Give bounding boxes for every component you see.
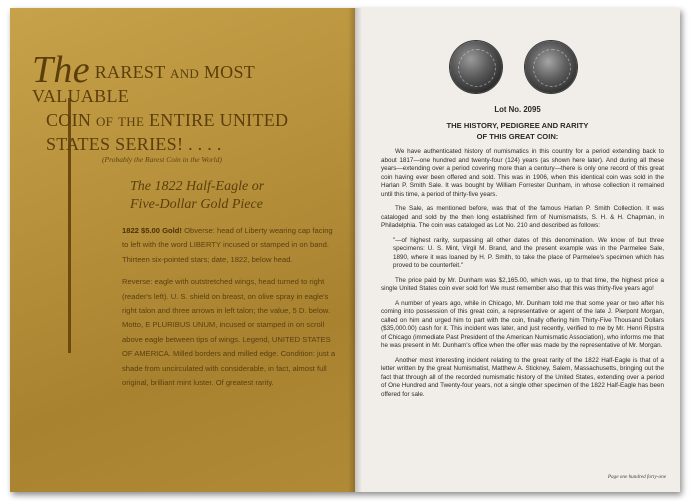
description-obverse-text: Obverse: head of Liberty wearing cap facing to left with the word LIBERTY incused or stamped in on band. Thirteen six-pointed stars; date, 1822, below head. (122, 226, 333, 264)
title-the: The (32, 49, 90, 91)
coin-name-line-1: The 1822 Half-Eagle or (130, 179, 265, 194)
paragraph-1: We have authenticated history of numismatics in this country for a period extending back to about 1817—one hundred and twenty-four (124) years (as shown here later). And during all these years—extending over a period covering more than a century—there is only one record of this great coin having ever been offered and sold. This was in 1906, when this identical coin was sold in the Harlan P. Smith Sale. It was bought by William Forrester Dunham, in whose collection it remained until this time, a period of thirty-five years. (381, 148, 664, 198)
heading-line-1: THE HISTORY, PEDIGREE AND RARITY (446, 121, 589, 130)
paragraph-2: The Sale, as mentioned before, was that of the famous Harlan P. Smith Collection. It was cataloged and sold by the then long established firm of Numismatists, S. H. & H. Chapman, in Philadelphia. The coin was cataloged as Lot No. 210 and described as follows: (381, 205, 664, 229)
history-body (381, 148, 664, 405)
heading-line-2: OF THIS GREAT COIN: (476, 132, 559, 141)
section-heading (355, 120, 680, 142)
coin-obverse-image (450, 41, 502, 93)
coin-name (130, 178, 330, 214)
left-page (10, 8, 355, 492)
catalog-quote: "—of highest rarity, surpassing all other dates of this denomination. We know of but three specimens: U. S. Mint, Virgil M. Brand, and the present example was in the Parmelee Sale, 1890, where it was loaned by H. P. Smith, to take the place of Parmelee's specimen which has proved to be counterfeit." (393, 236, 664, 269)
catalog-spread (10, 8, 680, 492)
lot-number: Lot No. 2095 (494, 105, 541, 114)
title-line-1 (32, 49, 332, 108)
right-page (355, 8, 680, 492)
title-line-3: STATES SERIES! . . . . (46, 134, 222, 154)
coin-description (122, 224, 340, 398)
description-lead: 1822 $5.00 Gold! (122, 226, 182, 235)
description-obverse (122, 224, 340, 267)
page-title (32, 49, 332, 156)
paragraph-5: Another most interesting incident relating to the great rarity of the 1822 Half-Eagle is that of a letter written by the great Numismatist, Matthew A. Stickney, Salem, Massachusetts, bringing out the fact that through all of the recorded numismatic history of the United States, extending over a period of One Hundred and Twenty-four years, not a single other specimen of the 1822 Half-Eagle has been offered for sale. (381, 356, 664, 398)
subtitle: (Probably the Rarest Coin in the World) (102, 155, 222, 164)
title-line-2: COIN of the ENTIRE UNITED (46, 110, 289, 130)
paragraph-4: A number of years ago, while in Chicago, Mr. Dunham told me that some year or two after his coming into possession of this great coin, a representative or agent of the late J. Pierpont Morgan, called on him and urged him to part with the coin, finally offering him Thirty-Five Thousand Dollars ($35,000.00) cash for it. This incident was later, and just recently, verified to me by Mr. Henri Ripstra of Chicago (immediate Past President of the American Numismatic Association), who informs me that he was present in Mr. Dunham's office when the offer was made by the representative of Mr. Morgan. (381, 299, 664, 349)
paragraph-3: The price paid by Mr. Dunham was $2,165.00, which was, up to that time, the highest price a single United States coin ever sold for! We must remember also that this was thirty-five years ago! (381, 276, 664, 292)
coin-name-line-2: Five-Dollar Gold Piece (130, 197, 263, 212)
page-number: Page one hundred forty-one (607, 474, 666, 480)
coin-reverse-image (525, 41, 577, 93)
title-text-1: RAREST and MOST VALUABLE (32, 62, 255, 106)
description-reverse: Reverse: eagle with outstretched wings, head turned to right (reader's left). U. S. shield on breast, on olive spray in eagle's right talon and three arrows in left talon; the value, 5 D. below. Motto, E PLURIBUS UNUM, incused or stamped in on scroll above eagle between tips of wings. Legend, UNITED STATES OF AMERICA. Milled borders and milled edge. Condition: just a shade from uncirculated with considerable, in fact, almost full original, brilliant mint luster. Of greatest rarity. (122, 277, 336, 388)
